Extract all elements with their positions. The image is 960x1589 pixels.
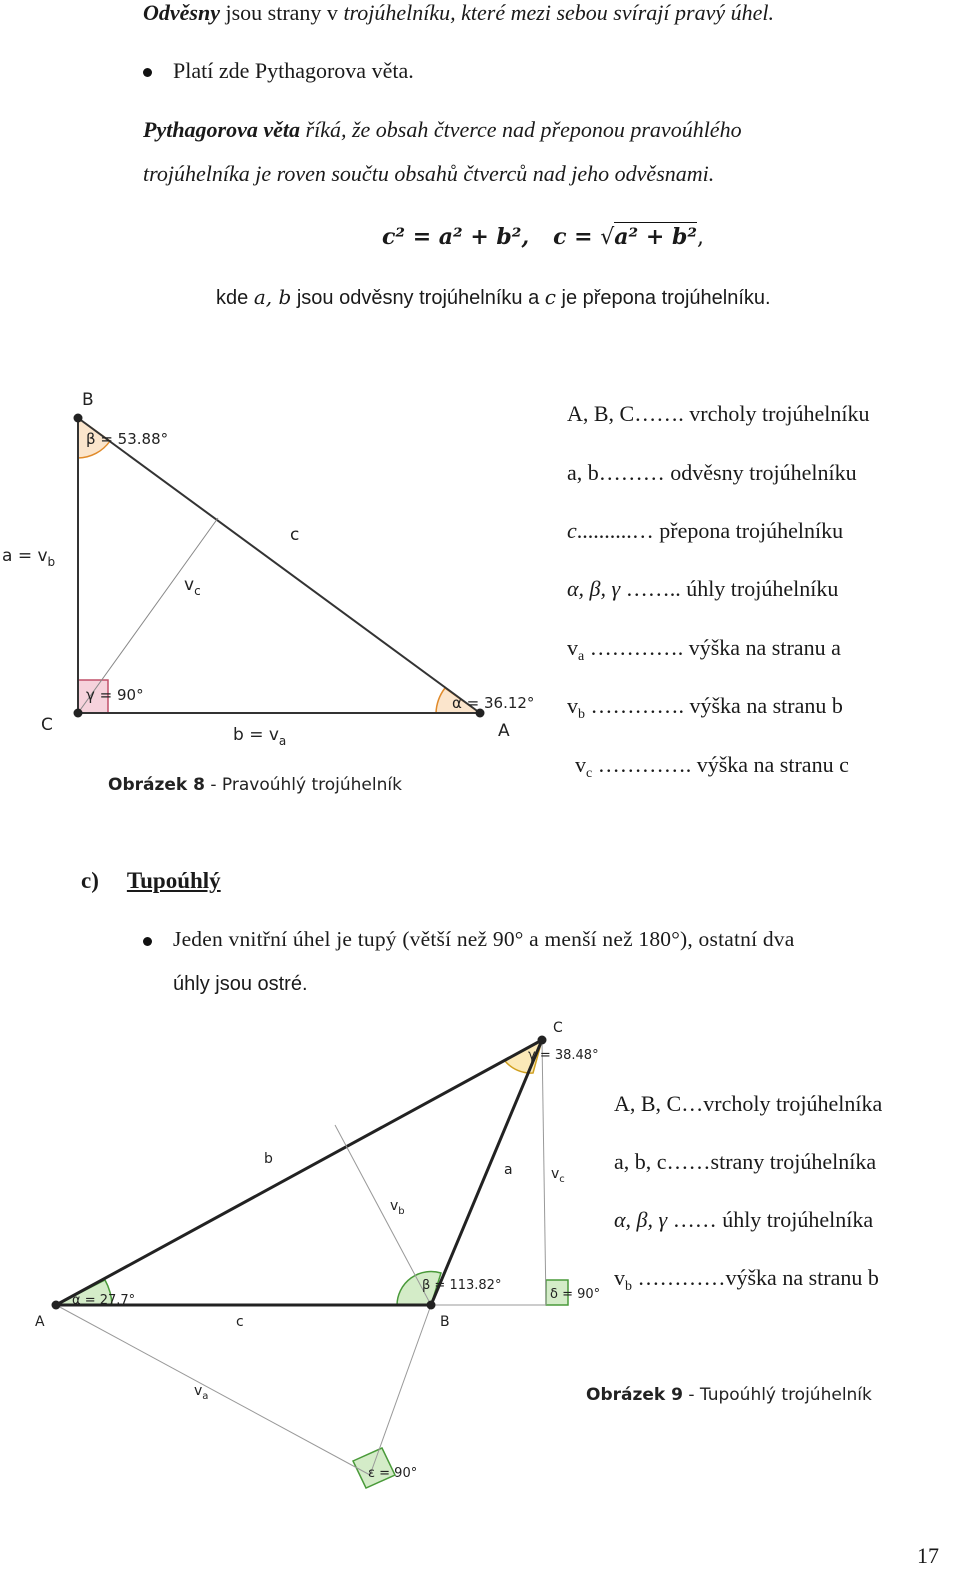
vertex-A xyxy=(52,1301,61,1310)
label-alpha: α = 36.12° xyxy=(452,694,535,712)
svg-text:vc: $v_c$ xyxy=(551,1166,565,1185)
label-C: C xyxy=(553,1020,563,1036)
svg-text:vb: $v_b$ xyxy=(390,1198,405,1217)
label-B: B xyxy=(82,390,94,410)
odvesny-text-2: trojúhelníku, které mezi sebou svírají pravý úhel. xyxy=(343,0,774,25)
figure-8-legend-row: α, β, γ …….. úhly trojúhelníku xyxy=(567,576,839,601)
vertex-B xyxy=(427,1301,436,1310)
label-A: A xyxy=(498,721,510,741)
label-vc: v xyxy=(551,1166,560,1182)
label-vc: v xyxy=(184,575,195,595)
side-b-line xyxy=(56,1040,542,1305)
altitude-va-line xyxy=(56,1305,370,1475)
figure-8-legend-row: a, b……… odvěsny trojúhelníku xyxy=(567,460,857,485)
altitude-vc-line xyxy=(542,1040,546,1305)
figure-8-legend-row: c..........… přepona trojúhelníku xyxy=(567,518,844,543)
altitude-vb-line xyxy=(335,1125,431,1305)
svg-text:a = vb: $a = v_b$ xyxy=(2,546,56,569)
pythagoras-formula: c² = a² + b², c = √a² + b², xyxy=(382,224,704,250)
where-line: kde a, b jsou odvěsny trojúhelníku a c je přepona trojúhelníku. xyxy=(216,285,771,309)
vertex-C xyxy=(74,709,83,718)
sqrt-icon: √ xyxy=(600,225,615,250)
odvesny-definition xyxy=(143,0,774,26)
side-a-line xyxy=(431,1040,542,1305)
pythagoras-term: Pythagorova věta xyxy=(143,117,301,142)
bullet-dot xyxy=(143,68,152,77)
svg-text:vc: $v_c$ xyxy=(184,575,201,598)
bullet-dot xyxy=(143,937,152,946)
odvesny-text-1: jsou strany v xyxy=(219,0,344,25)
vertex-C xyxy=(538,1036,547,1045)
obtuse-definition-line-1: Jeden vnitřní úhel je tupý (větší než 90° a menší než 180°), ostatní dva xyxy=(173,927,795,951)
figure-8-legend-row: $v_c$ …………. výška na stranu c xyxy=(575,752,849,781)
label-a-eq-vb: a = v xyxy=(2,546,48,566)
figure-9-legend-row: a, b, c……strany trojúhelníka xyxy=(614,1149,877,1174)
figure-9-legend-row: α, β, γ …… úhly trojúhelníka xyxy=(614,1207,874,1232)
label-beta: β = 113.82° xyxy=(422,1278,502,1293)
altitude-vc-line xyxy=(78,518,218,713)
formula-sqrt-arg: a² + b² xyxy=(614,224,697,250)
section-c-letter: c) xyxy=(81,868,99,893)
label-b-eq-va: b = v xyxy=(233,725,279,745)
label-A: A xyxy=(35,1314,45,1330)
label-epsilon: ε = 90° xyxy=(368,1466,418,1481)
pythagoras-bullet: Platí zde Pythagorova věta. xyxy=(173,58,414,83)
label-a: a xyxy=(504,1162,513,1178)
pythagoras-line-2: trojúhelníka je roven součtu obsahů čtverců nad jeho odvěsnami. xyxy=(143,161,715,186)
figure-9-legend-row: $v_b$ …………výška na stranu b xyxy=(614,1265,879,1294)
label-delta: δ = 90° xyxy=(550,1287,601,1302)
figure-9-legend-row: A, B, C…vrcholy trojúhelníka xyxy=(614,1091,883,1116)
label-alpha: α = 27.7° xyxy=(72,1293,136,1308)
label-c: c xyxy=(290,525,300,545)
svg-text:b = va: $b = v_a$ xyxy=(233,725,287,748)
pythagoras-text-1: říká, že obsah čtverce nad přeponou pravoúhlého xyxy=(300,117,742,142)
section-c-heading xyxy=(81,868,221,894)
label-gamma: γ = 38.48° xyxy=(528,1048,599,1063)
odvesny-term: Odvěsny xyxy=(143,0,220,25)
side-c-line xyxy=(78,418,480,713)
label-vb: v xyxy=(390,1198,399,1214)
figure-8-legend-row: $v_b$ …………. výška na stranu b xyxy=(567,693,843,722)
page-number: 17 xyxy=(917,1543,939,1568)
pythagoras-line-1 xyxy=(143,117,742,143)
formula-part-2: c = xyxy=(553,224,601,250)
label-beta: β = 53.88° xyxy=(86,430,169,448)
figure-8-legend-row: $v_a$ …………. výška na stranu a xyxy=(567,635,841,664)
label-va: v xyxy=(194,1383,203,1399)
label-b: b xyxy=(264,1151,273,1167)
figure-9-caption: Obrázek 9 - Tupoúhlý trojúhelník xyxy=(586,1385,872,1405)
figure-8-right-triangle xyxy=(0,380,560,760)
label-B: B xyxy=(440,1314,450,1330)
formula-part-1: c² = a² + b², xyxy=(382,224,530,250)
figure-8-legend-row: A, B, C……. vrcholy trojúhelníku xyxy=(567,401,870,426)
obtuse-definition-line-2: úhly jsou ostré. xyxy=(173,973,308,995)
vertex-B xyxy=(74,414,83,423)
label-c: c xyxy=(236,1314,244,1330)
figure-8-caption: Obrázek 8 - Pravoúhlý trojúhelník xyxy=(108,775,402,795)
extension-a-line xyxy=(370,1305,431,1475)
section-c-title: Tupoúhlý xyxy=(126,868,221,893)
figure-9-obtuse-triangle xyxy=(0,1015,610,1495)
label-C: C xyxy=(41,715,53,735)
svg-text:va: $v_a$ xyxy=(194,1383,209,1402)
label-gamma: γ = 90° xyxy=(86,686,144,704)
